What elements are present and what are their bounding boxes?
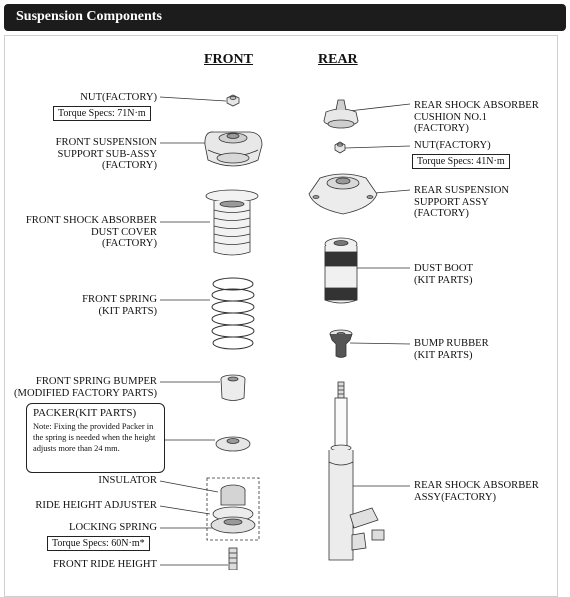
rear-support-line3: (FACTORY) [414, 208, 469, 220]
rear-nut-torque-spec: Torque Specs: 41N·m [412, 154, 510, 169]
rear-nut-label: NUT(FACTORY) [414, 140, 491, 151]
packer-note: Note: Fixing the provided Packer in the spring is needed when the height adjusts more than 24 mm. [33, 422, 156, 453]
rear-cushion-line3: (FACTORY) [414, 123, 469, 135]
rear-shock-drawing [329, 382, 384, 560]
front-nut-torque-spec: Torque Specs: 71N·m [53, 106, 151, 121]
front-heading: FRONT [204, 52, 253, 67]
front-bumper-line1: FRONT SPRING BUMPER [35, 376, 157, 387]
front-spring-line1: FRONT SPRING [82, 294, 157, 305]
rear-cushion-drawing [324, 100, 358, 128]
front-support-line1: FRONT SUSPENSION [55, 137, 157, 148]
front-spring-drawing [212, 278, 254, 349]
front-cover-label [10, 215, 157, 250]
packer-title: PACKER(KIT PARTS) [33, 407, 137, 419]
front-bumper-line2: (MODIFIED FACTORY PARTS) [14, 387, 157, 399]
front-support-line3: (FACTORY) [102, 160, 157, 172]
front-cover-line2: DUST COVER [90, 226, 157, 238]
front-nut-drawing [227, 95, 239, 106]
front-bumper-label [10, 376, 157, 399]
front-cover-line3: (FACTORY) [102, 238, 157, 250]
front-cover-line1: FRONT SHOCK ABSORBER [25, 215, 157, 226]
rear-boot-line2: (KIT PARTS) [414, 274, 473, 286]
ride-height-adjuster-label: RIDE HEIGHT ADJUSTER [35, 500, 157, 511]
rear-boot-line1: DUST BOOT [414, 263, 473, 274]
rear-dust-boot-drawing [325, 238, 357, 303]
section-title: Suspension Components [16, 9, 162, 24]
front-bumper-drawing [221, 375, 245, 401]
front-support-line2: SUPPORT SUB-ASSY [57, 148, 157, 160]
insulator-label: INSULATOR [98, 475, 157, 486]
rear-bump-rubber-label [414, 338, 564, 361]
rear-shock-line1: REAR SHOCK ABSORBER [414, 480, 539, 491]
front-ride-height-label: FRONT RIDE HEIGHT [53, 559, 157, 570]
rear-support-line2: SUPPORT ASSY [414, 196, 489, 208]
front-support-label [10, 137, 157, 172]
rear-cushion-line2: CUSHION NO.1 [414, 111, 487, 123]
front-nut-label: NUT(FACTORY) [80, 92, 157, 103]
rear-support-line1: REAR SUSPENSION [414, 185, 510, 196]
packer-note-box [26, 403, 165, 473]
rear-heading: REAR [318, 52, 358, 67]
rear-cushion-label [414, 100, 564, 135]
locking-torque-spec: Torque Specs: 60N·m* [47, 536, 150, 551]
rear-shock-label [414, 480, 564, 503]
rear-nut-drawing [335, 142, 345, 153]
rear-bump-line2: (KIT PARTS) [414, 349, 473, 361]
front-dust-cover-drawing [206, 190, 258, 255]
front-packer-drawing [216, 437, 250, 451]
front-support-drawing [205, 132, 262, 166]
front-spring-label [10, 294, 157, 317]
rear-shock-line2: ASSY(FACTORY) [414, 491, 497, 503]
rear-support-label [414, 185, 564, 220]
front-spring-line2: (KIT PARTS) [98, 305, 157, 317]
rear-cushion-line1: REAR SHOCK ABSORBER [414, 100, 539, 111]
rear-dust-boot-label [414, 263, 564, 286]
rear-bump-line1: BUMP RUBBER [414, 338, 489, 349]
locking-spring-label: LOCKING SPRING [69, 522, 157, 533]
rear-bump-rubber-drawing [330, 330, 352, 358]
rear-support-drawing [309, 174, 377, 214]
